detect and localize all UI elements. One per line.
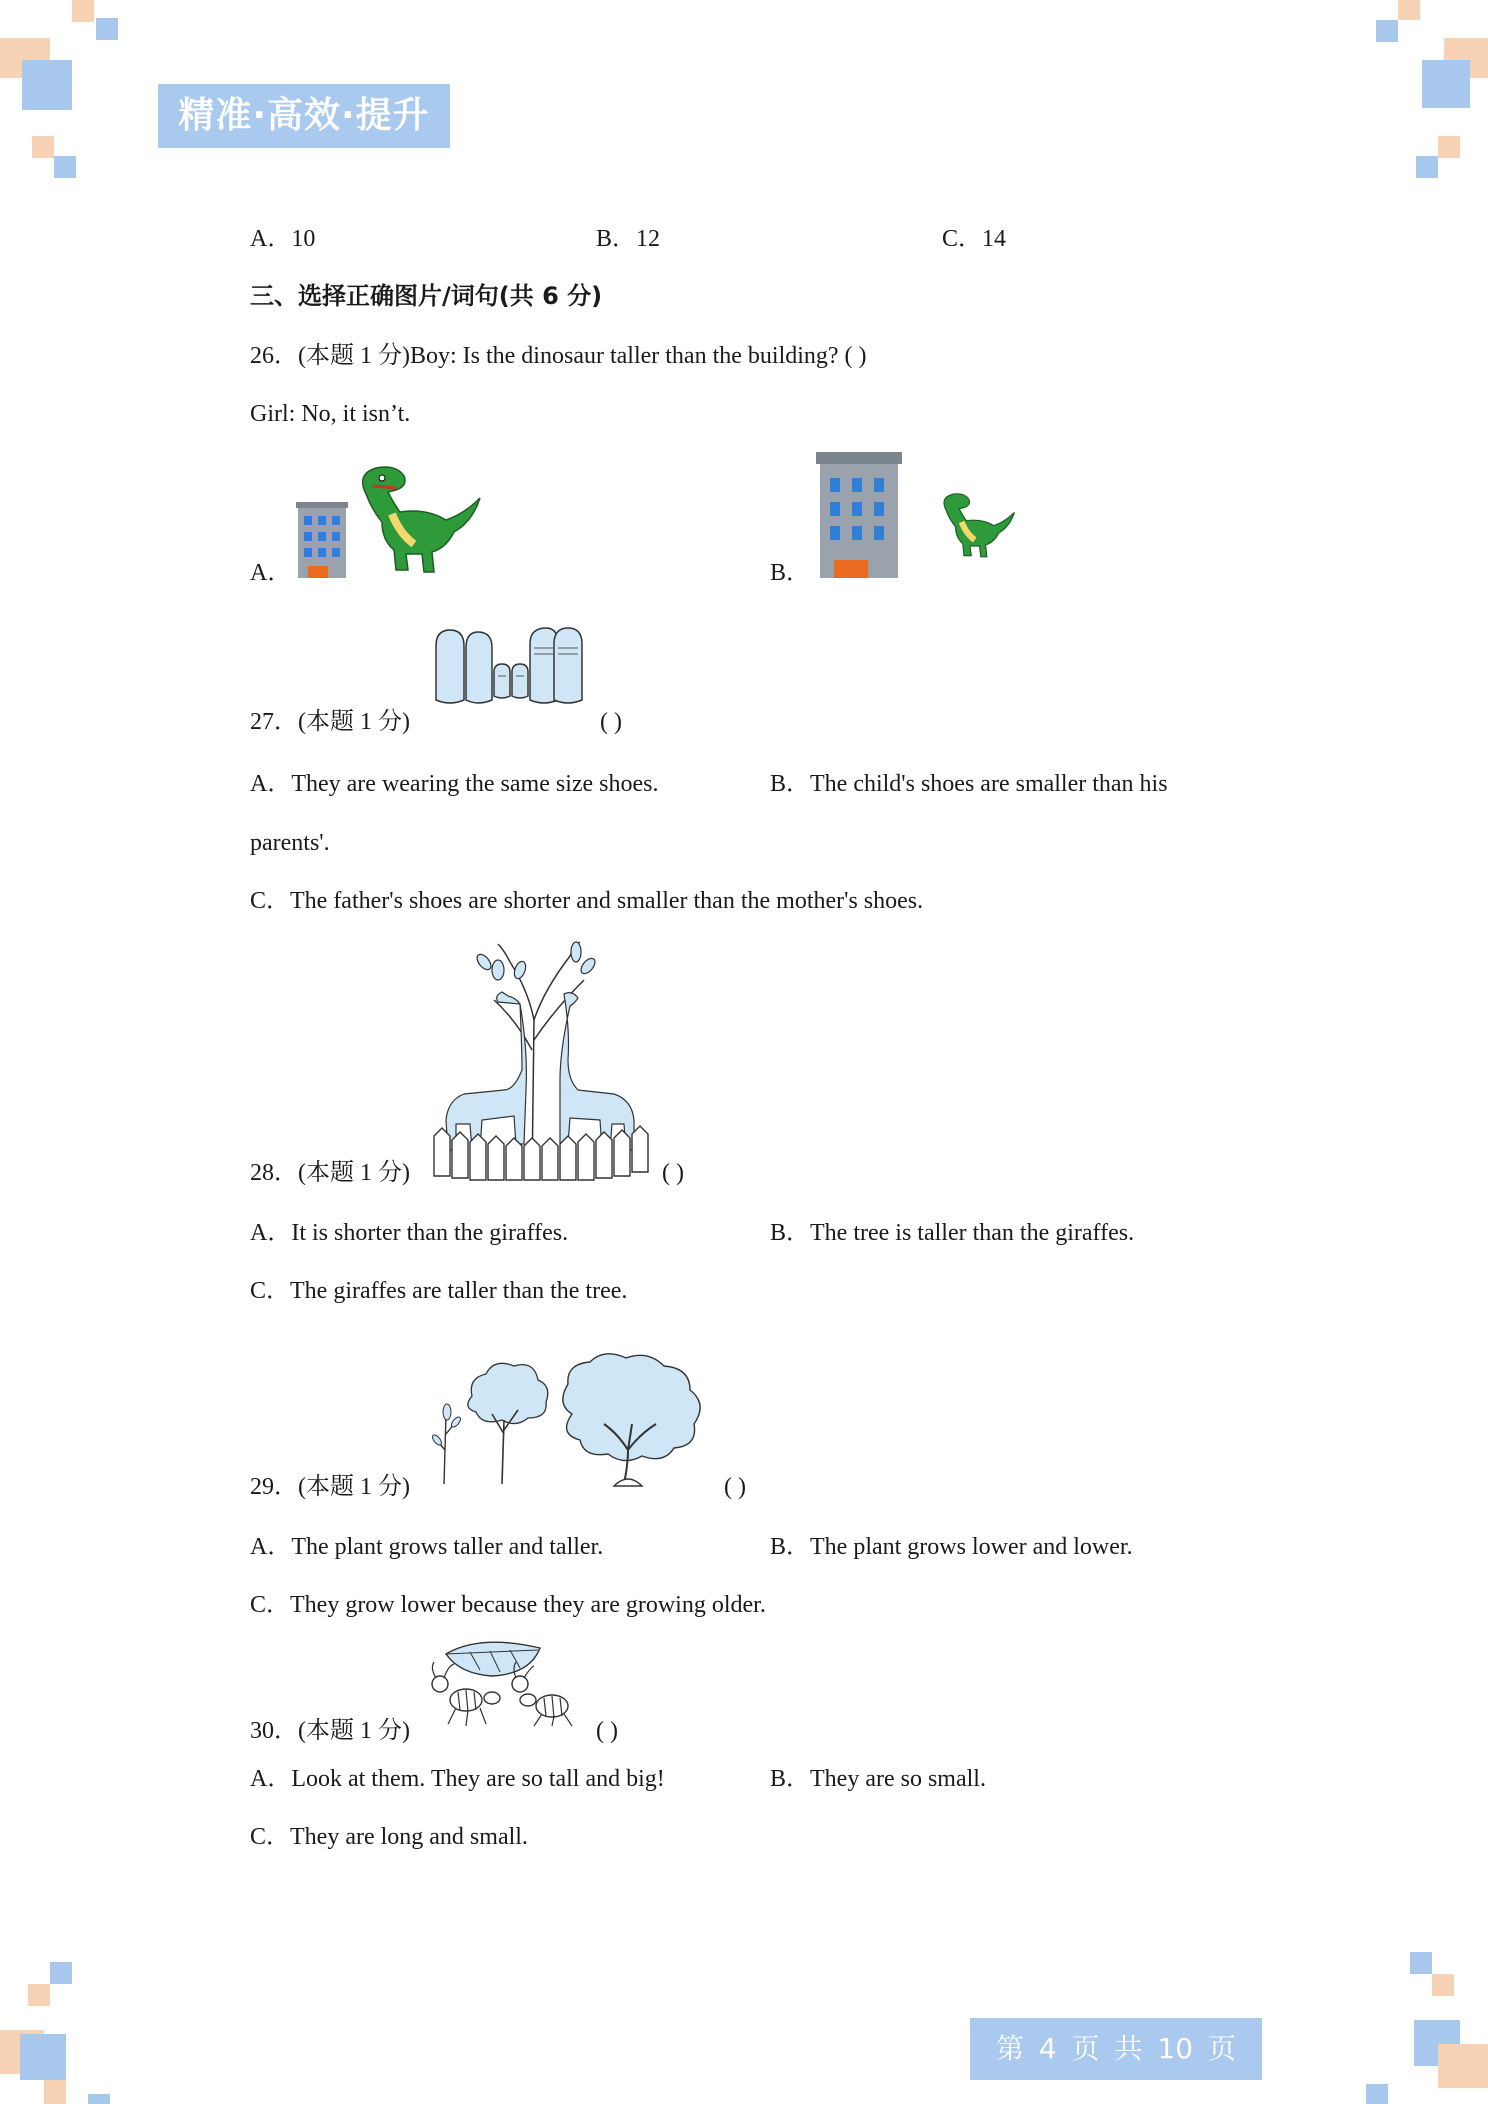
decor-square	[1366, 2084, 1388, 2104]
q29-stem: 29．(本题 1 分)	[250, 1474, 410, 1500]
decor-square	[1422, 60, 1470, 108]
q27-option-b: B．The child's shoes are smaller than his	[770, 771, 1168, 797]
shoes-image	[432, 626, 584, 706]
decor-square	[72, 0, 94, 22]
decor-square	[1432, 1974, 1454, 1996]
q28-paren: ( )	[662, 1160, 684, 1186]
trees-growing-image	[428, 1354, 714, 1488]
decor-square	[1438, 2044, 1488, 2088]
q29-option-c: C．They grow lower because they are growing older.	[250, 1592, 766, 1618]
option-c: C．14	[942, 226, 1007, 252]
building-dinosaur-image-a	[296, 464, 486, 580]
decor-square	[28, 1984, 50, 2006]
brand-banner: 精准·高效·提升	[158, 84, 450, 148]
decor-square	[44, 2080, 66, 2104]
building-dinosaur-image-b	[816, 450, 1006, 580]
decor-square	[1410, 1952, 1432, 1974]
decor-square	[1398, 0, 1420, 20]
giraffes-tree-image	[424, 940, 654, 1182]
decor-square	[88, 2094, 110, 2104]
q30-stem: 30．(本题 1 分)	[250, 1718, 410, 1744]
q26-option-a: A．	[250, 560, 292, 586]
decor-square	[50, 1962, 72, 1984]
q27-option-c: C．The father's shoes are shorter and smaller than the mother's shoes.	[250, 888, 924, 914]
q29-option-b: B．The plant grows lower and lower.	[770, 1534, 1133, 1560]
q27-option-b-cont: parents'.	[250, 830, 330, 856]
q30-paren: ( )	[596, 1718, 618, 1744]
decor-square	[96, 18, 118, 40]
q27-stem: 27．(本题 1 分)	[250, 709, 410, 735]
q27-option-a: A．They are wearing the same size shoes.	[250, 771, 659, 797]
page-number: 第 4 页 共 10 页	[970, 2018, 1262, 2080]
q28-option-c: C．The giraffes are taller than the tree.	[250, 1278, 628, 1304]
q30-option-a: A．Look at them. They are so tall and big!	[250, 1766, 665, 1792]
decor-square	[22, 60, 72, 110]
q29-option-a: A．The plant grows taller and taller.	[250, 1534, 604, 1560]
decor-square	[1416, 156, 1438, 178]
decor-square	[32, 136, 54, 158]
decor-square	[20, 2034, 66, 2080]
q26-stem: 26．(本题 1 分)Boy: Is the dinosaur taller than the building? ( )	[250, 343, 867, 369]
q30-option-b: B．They are so small.	[770, 1766, 986, 1792]
decor-square	[1376, 20, 1398, 42]
ants-leaf-image	[430, 1640, 584, 1726]
q27-paren: ( )	[600, 709, 622, 735]
q26-stem2: Girl: No, it isn’t.	[250, 401, 411, 427]
q28-option-b: B．The tree is taller than the giraffes.	[770, 1220, 1135, 1246]
section-title: 三、选择正确图片/词句(共 6 分)	[250, 282, 603, 310]
option-a: A．10	[250, 226, 316, 252]
decor-square	[54, 156, 76, 178]
q28-stem: 28．(本题 1 分)	[250, 1160, 410, 1186]
q30-option-c: C．They are long and small.	[250, 1824, 528, 1850]
option-b: B．12	[596, 226, 661, 252]
decor-square	[1438, 136, 1460, 158]
q29-paren: ( )	[724, 1474, 746, 1500]
q28-option-a: A．It is shorter than the giraffes.	[250, 1220, 569, 1246]
q26-option-b: B．	[770, 560, 811, 586]
